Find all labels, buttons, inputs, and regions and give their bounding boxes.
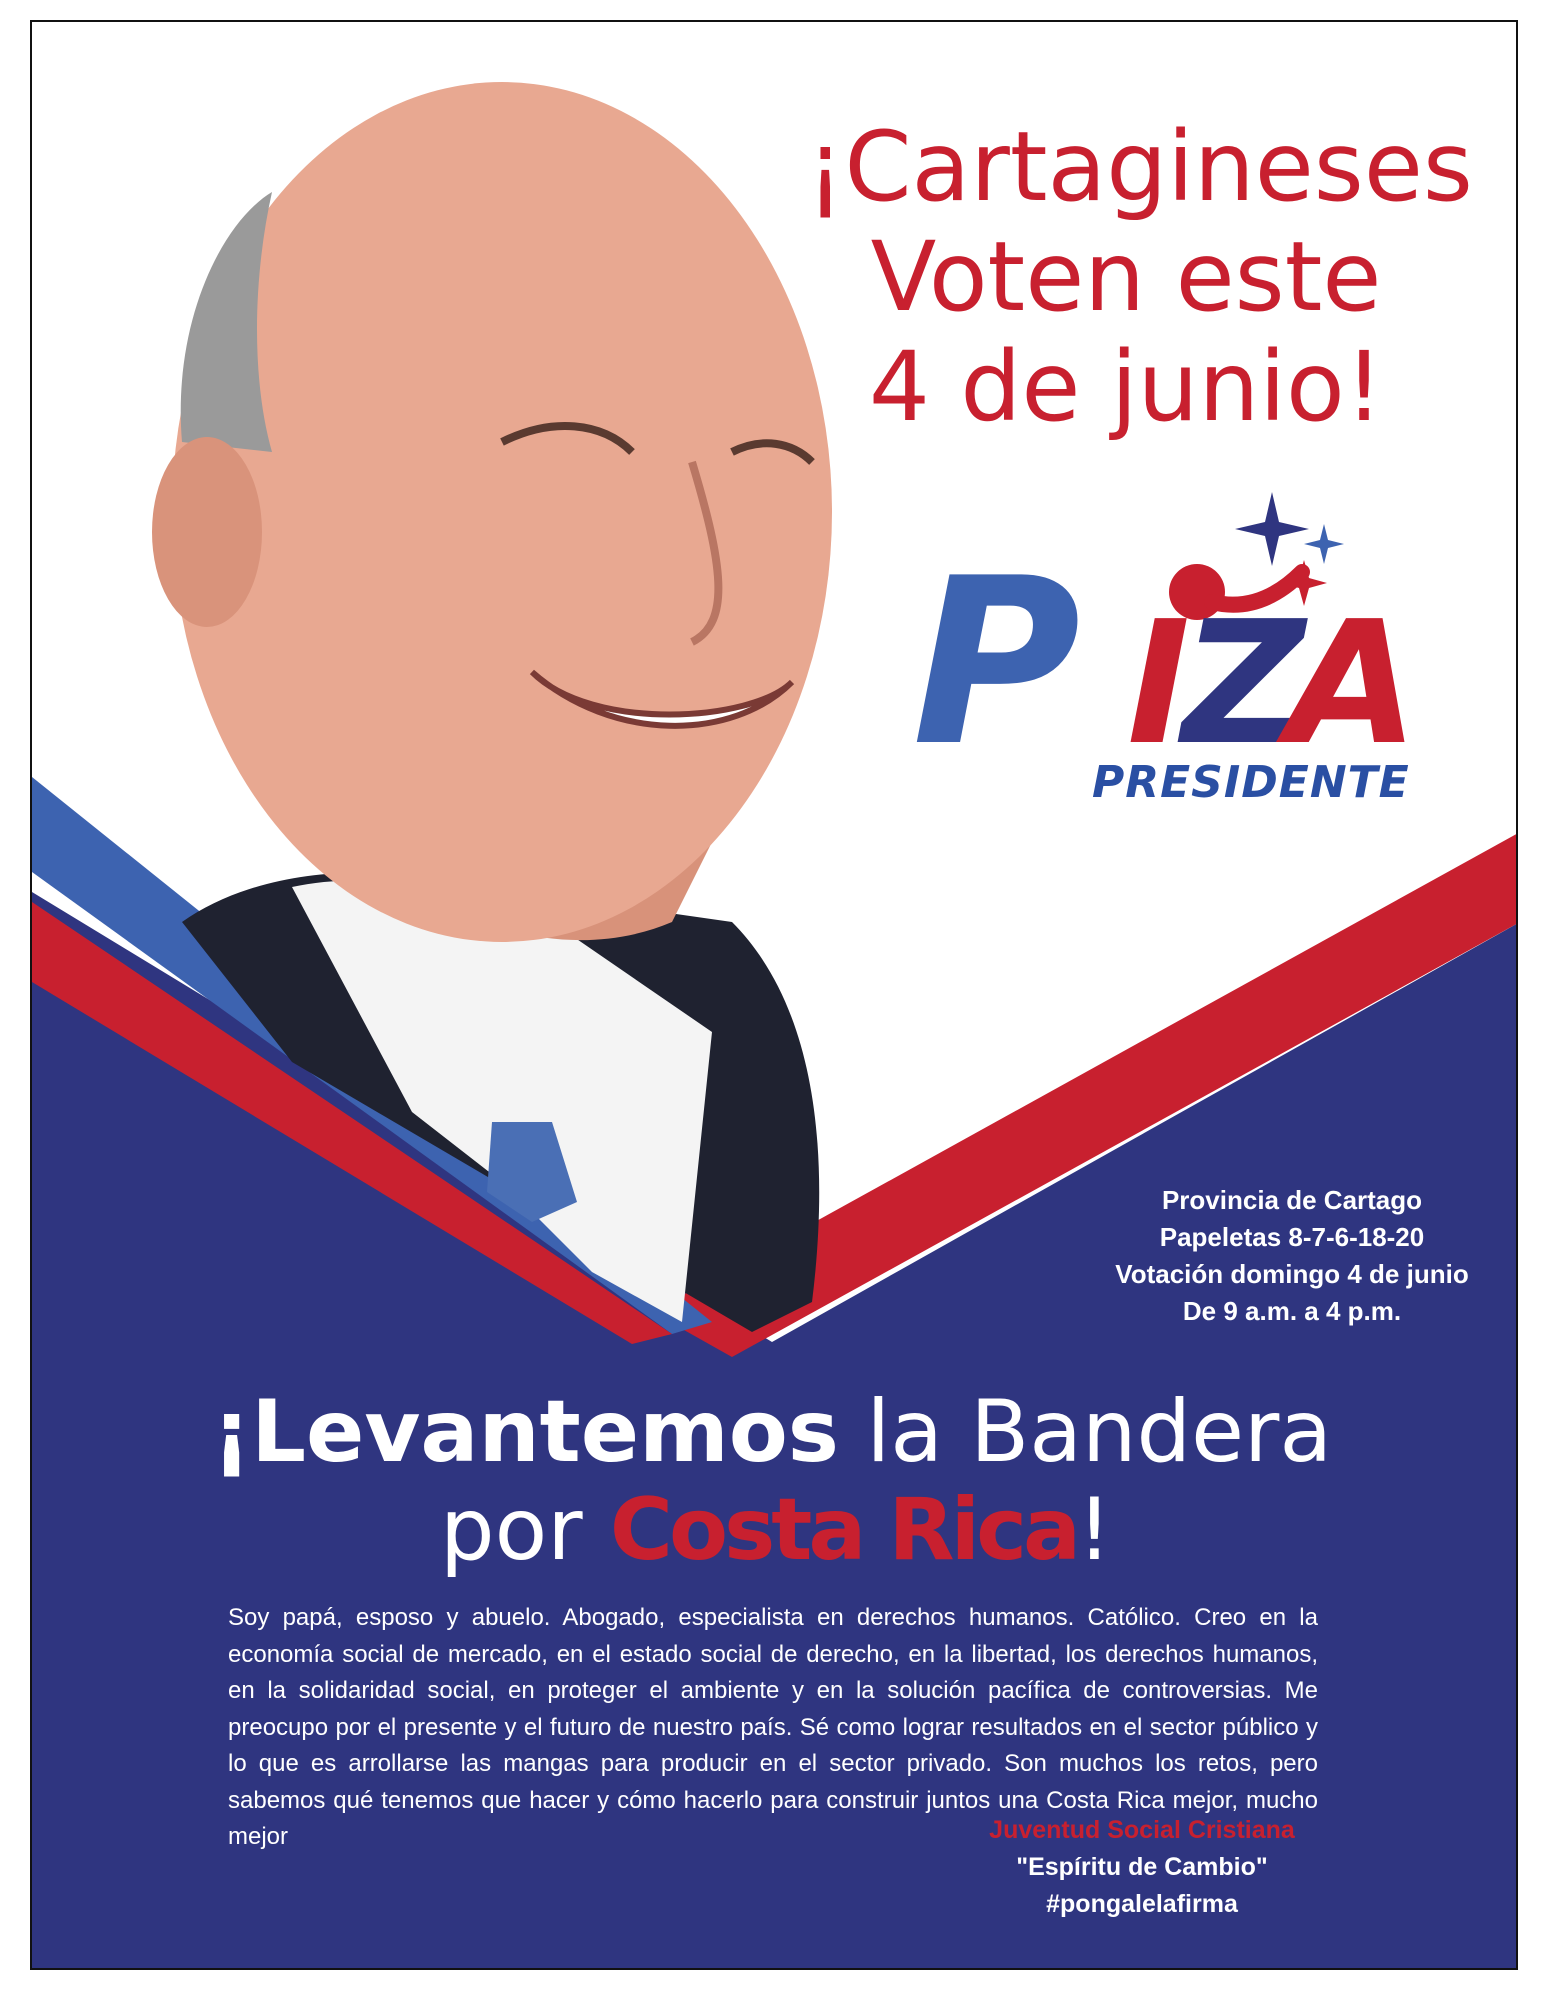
slogan-highlight: Costa Rica xyxy=(609,1480,1078,1580)
slogan-bold: ¡Levantemos xyxy=(212,1382,839,1482)
voting-info xyxy=(1082,1182,1502,1330)
info-province: Provincia de Cartago xyxy=(1161,1185,1423,1215)
head xyxy=(172,82,832,942)
headline-line-2: Voten este xyxy=(870,221,1382,333)
poster-frame xyxy=(30,20,1518,1970)
candidate-bio: Soy papá, esposo y abuelo. Abogado, especialista en derechos humanos. Católico. Creo en la economía social de mercado, en el estado social de derecho, en la libertad, los derechos humanos, en la solidaridad social, en proteger el ambiente y en la solución pacífica de controversias. Me preocupo por el presente y el futuro de nuestro país. Sé como lograr resultados en el sector público y lo que es arrollarse las mangas para producir en el sector privado. Son muchos los retos, pero sabemos qué tenemos que hacer y cómo hacerlo para construir juntos una Costa Rica mejor, mucho mejor xyxy=(228,1604,1318,1850)
headline-line-1: ¡Cartagineses xyxy=(806,111,1473,223)
headline xyxy=(806,111,1473,443)
signature-hashtag: #pongalelafirma xyxy=(1046,1890,1238,1918)
slogan-line-1 xyxy=(212,1382,1332,1482)
logo-letter-z: Z xyxy=(1182,585,1306,783)
slogan-suffix: ! xyxy=(1077,1480,1112,1580)
signature-org: Juventud Social Cristiana xyxy=(989,1816,1295,1844)
info-date: Votación domingo 4 de junio xyxy=(1115,1259,1469,1289)
slogan-prefix: por xyxy=(440,1480,610,1580)
ear xyxy=(152,437,262,627)
logo-letter-a: A xyxy=(1287,585,1412,783)
logo-letter-i: I xyxy=(1127,585,1191,783)
slogan-rest: la Bandera xyxy=(839,1382,1333,1482)
logo-letter-p: P xyxy=(912,530,1081,797)
slogan-line-2 xyxy=(440,1480,1112,1580)
signature-motto: "Espíritu de Cambio" xyxy=(1016,1853,1268,1881)
headline-line-3: 4 de junio! xyxy=(868,331,1384,443)
info-ballots: Papeletas 8-7-6-18-20 xyxy=(1159,1222,1425,1252)
logo-subtitle: PRESIDENTE xyxy=(1092,757,1410,808)
signature-block xyxy=(932,1812,1352,1923)
info-hours: De 9 a.m. a 4 p.m. xyxy=(1182,1296,1402,1326)
